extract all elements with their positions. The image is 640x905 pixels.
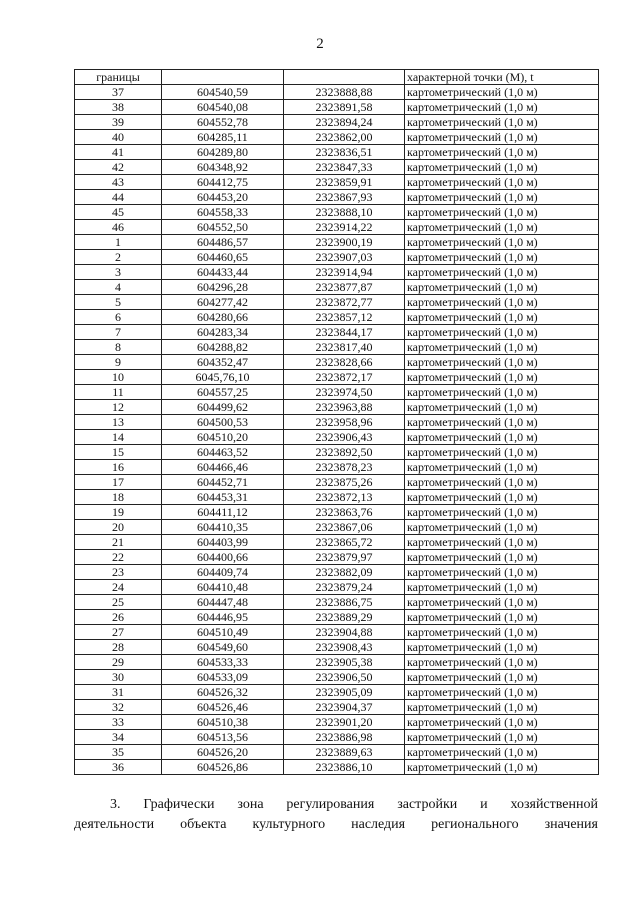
- x-coordinate-cell: 604499,62: [162, 400, 284, 415]
- x-coordinate-cell: 604540,59: [162, 85, 284, 100]
- method-cell: картометрический (1,0 м): [405, 490, 599, 505]
- point-number-cell: 34: [75, 730, 162, 745]
- method-cell: картометрический (1,0 м): [405, 235, 599, 250]
- x-coordinate-cell: 604552,50: [162, 220, 284, 235]
- y-coordinate-cell: 2323828,66: [284, 355, 405, 370]
- table-row: [75, 145, 599, 160]
- method-cell: картометрический (1,0 м): [405, 100, 599, 115]
- table-row: [75, 310, 599, 325]
- table-row: [75, 550, 599, 565]
- y-coordinate-cell: 2323865,72: [284, 535, 405, 550]
- x-coordinate-cell: 604447,48: [162, 595, 284, 610]
- x-coordinate-cell: 604403,99: [162, 535, 284, 550]
- y-coordinate-cell: 2323875,26: [284, 475, 405, 490]
- point-number-cell: 41: [75, 145, 162, 160]
- table-row: [75, 745, 599, 760]
- point-number-cell: 10: [75, 370, 162, 385]
- x-coordinate-cell: 604400,66: [162, 550, 284, 565]
- table-row: [75, 130, 599, 145]
- y-coordinate-cell: 2323862,00: [284, 130, 405, 145]
- point-number-cell: 42: [75, 160, 162, 175]
- x-coordinate-cell: 604557,25: [162, 385, 284, 400]
- method-cell: картометрический (1,0 м): [405, 715, 599, 730]
- y-coordinate-cell: 2323863,76: [284, 505, 405, 520]
- table-row: [75, 700, 599, 715]
- y-coordinate-cell: 2323892,50: [284, 445, 405, 460]
- point-number-cell: 31: [75, 685, 162, 700]
- y-coordinate-cell: 2323888,88: [284, 85, 405, 100]
- method-cell: картометрический (1,0 м): [405, 130, 599, 145]
- table-row: [75, 760, 599, 775]
- method-cell: картометрический (1,0 м): [405, 355, 599, 370]
- table-row: [75, 400, 599, 415]
- y-coordinate-cell: 2323878,23: [284, 460, 405, 475]
- method-cell: картометрический (1,0 м): [405, 85, 599, 100]
- method-cell: картометрический (1,0 м): [405, 520, 599, 535]
- method-cell: картометрический (1,0 м): [405, 670, 599, 685]
- point-number-cell: 4: [75, 280, 162, 295]
- table-row: [75, 115, 599, 130]
- x-coordinate-cell: 604352,47: [162, 355, 284, 370]
- table-row: [75, 505, 599, 520]
- y-coordinate-cell: 2323906,43: [284, 430, 405, 445]
- table-row: [75, 595, 599, 610]
- method-cell: картометрический (1,0 м): [405, 640, 599, 655]
- y-coordinate-cell: 2323886,10: [284, 760, 405, 775]
- table-row: [75, 190, 599, 205]
- method-cell: картометрический (1,0 м): [405, 205, 599, 220]
- y-coordinate-cell: 2323905,09: [284, 685, 405, 700]
- method-cell: картометрический (1,0 м): [405, 745, 599, 760]
- point-number-cell: 46: [75, 220, 162, 235]
- table-row: [75, 85, 599, 100]
- table-row: [75, 325, 599, 340]
- y-coordinate-cell: 2323879,24: [284, 580, 405, 595]
- y-coordinate-cell: 2323889,29: [284, 610, 405, 625]
- x-coordinate-cell: 604549,60: [162, 640, 284, 655]
- table-row: [75, 280, 599, 295]
- table-row: [75, 160, 599, 175]
- y-coordinate-cell: 2323817,40: [284, 340, 405, 355]
- method-cell: картометрический (1,0 м): [405, 685, 599, 700]
- point-number-cell: 14: [75, 430, 162, 445]
- point-number-cell: 45: [75, 205, 162, 220]
- x-coordinate-cell: 604526,46: [162, 700, 284, 715]
- point-number-cell: 11: [75, 385, 162, 400]
- x-coordinate-cell: 604411,12: [162, 505, 284, 520]
- method-cell: картометрический (1,0 м): [405, 430, 599, 445]
- table-header-row: [75, 70, 599, 85]
- table-row: [75, 205, 599, 220]
- method-cell: картометрический (1,0 м): [405, 265, 599, 280]
- point-number-cell: 12: [75, 400, 162, 415]
- y-coordinate-cell: 2323958,96: [284, 415, 405, 430]
- point-number-cell: 39: [75, 115, 162, 130]
- y-coordinate-cell: 2323901,20: [284, 715, 405, 730]
- y-coordinate-cell: 2323894,24: [284, 115, 405, 130]
- y-coordinate-cell: 2323847,33: [284, 160, 405, 175]
- table-row: [75, 445, 599, 460]
- method-cell: картометрический (1,0 м): [405, 700, 599, 715]
- point-number-cell: 18: [75, 490, 162, 505]
- x-coordinate-cell: 604526,20: [162, 745, 284, 760]
- coordinates-table: [74, 69, 599, 775]
- page-number: 2: [316, 36, 324, 52]
- method-cell: картометрический (1,0 м): [405, 580, 599, 595]
- point-number-cell: 25: [75, 595, 162, 610]
- table-row: [75, 100, 599, 115]
- y-coordinate-cell: 2323904,37: [284, 700, 405, 715]
- table-row: [75, 475, 599, 490]
- point-number-cell: 20: [75, 520, 162, 535]
- x-coordinate-cell: 604433,44: [162, 265, 284, 280]
- x-coordinate-cell: 604500,53: [162, 415, 284, 430]
- point-number-cell: 23: [75, 565, 162, 580]
- x-coordinate-cell: 604533,09: [162, 670, 284, 685]
- method-cell: картометрический (1,0 м): [405, 295, 599, 310]
- y-coordinate-cell: 2323888,10: [284, 205, 405, 220]
- method-cell: картометрический (1,0 м): [405, 280, 599, 295]
- x-coordinate-cell: 604486,57: [162, 235, 284, 250]
- point-number-cell: 38: [75, 100, 162, 115]
- x-coordinate-cell: 604466,46: [162, 460, 284, 475]
- header-cell-4: характерной точки (М), t: [405, 70, 599, 85]
- point-number-cell: 3: [75, 265, 162, 280]
- y-coordinate-cell: 2323914,94: [284, 265, 405, 280]
- method-cell: картометрический (1,0 м): [405, 115, 599, 130]
- method-cell: картометрический (1,0 м): [405, 145, 599, 160]
- table-row: [75, 625, 599, 640]
- x-coordinate-cell: 604283,34: [162, 325, 284, 340]
- x-coordinate-cell: 604412,75: [162, 175, 284, 190]
- table-row: [75, 535, 599, 550]
- y-coordinate-cell: 2323906,50: [284, 670, 405, 685]
- table-row: [75, 640, 599, 655]
- x-coordinate-cell: 604410,35: [162, 520, 284, 535]
- table-row: [75, 670, 599, 685]
- point-number-cell: 16: [75, 460, 162, 475]
- x-coordinate-cell: 604552,78: [162, 115, 284, 130]
- table-row: [75, 175, 599, 190]
- point-number-cell: 6: [75, 310, 162, 325]
- table-row: [75, 250, 599, 265]
- method-cell: картометрический (1,0 м): [405, 220, 599, 235]
- table-row: [75, 235, 599, 250]
- point-number-cell: 9: [75, 355, 162, 370]
- y-coordinate-cell: 2323857,12: [284, 310, 405, 325]
- point-number-cell: 29: [75, 655, 162, 670]
- method-cell: картометрический (1,0 м): [405, 370, 599, 385]
- x-coordinate-cell: 604558,33: [162, 205, 284, 220]
- point-number-cell: 26: [75, 610, 162, 625]
- point-number-cell: 2: [75, 250, 162, 265]
- method-cell: картометрический (1,0 м): [405, 550, 599, 565]
- method-cell: картометрический (1,0 м): [405, 535, 599, 550]
- x-coordinate-cell: 604410,48: [162, 580, 284, 595]
- table-row: [75, 415, 599, 430]
- y-coordinate-cell: 2323859,91: [284, 175, 405, 190]
- point-number-cell: 35: [75, 745, 162, 760]
- y-coordinate-cell: 2323872,13: [284, 490, 405, 505]
- y-coordinate-cell: 2323907,03: [284, 250, 405, 265]
- method-cell: картометрический (1,0 м): [405, 730, 599, 745]
- method-cell: картометрический (1,0 м): [405, 625, 599, 640]
- y-coordinate-cell: 2323872,17: [284, 370, 405, 385]
- y-coordinate-cell: 2323974,50: [284, 385, 405, 400]
- y-coordinate-cell: 2323886,98: [284, 730, 405, 745]
- table-row: [75, 610, 599, 625]
- y-coordinate-cell: 2323904,88: [284, 625, 405, 640]
- method-cell: картометрический (1,0 м): [405, 505, 599, 520]
- table-row: [75, 490, 599, 505]
- point-number-cell: 24: [75, 580, 162, 595]
- point-number-cell: 15: [75, 445, 162, 460]
- method-cell: картометрический (1,0 м): [405, 325, 599, 340]
- table-row: [75, 265, 599, 280]
- point-number-cell: 28: [75, 640, 162, 655]
- method-cell: картометрический (1,0 м): [405, 760, 599, 775]
- x-coordinate-cell: 604409,74: [162, 565, 284, 580]
- y-coordinate-cell: 2323879,97: [284, 550, 405, 565]
- table-row: [75, 355, 599, 370]
- table-row: [75, 385, 599, 400]
- point-number-cell: 33: [75, 715, 162, 730]
- y-coordinate-cell: 2323889,63: [284, 745, 405, 760]
- point-number-cell: 36: [75, 760, 162, 775]
- x-coordinate-cell: 604510,20: [162, 430, 284, 445]
- x-coordinate-cell: 604453,31: [162, 490, 284, 505]
- table-row: [75, 580, 599, 595]
- header-cell-3: [284, 70, 405, 85]
- y-coordinate-cell: 2323882,09: [284, 565, 405, 580]
- table-row: [75, 655, 599, 670]
- table-row: [75, 685, 599, 700]
- y-coordinate-cell: 2323872,77: [284, 295, 405, 310]
- point-number-cell: 37: [75, 85, 162, 100]
- point-number-cell: 43: [75, 175, 162, 190]
- y-coordinate-cell: 2323867,06: [284, 520, 405, 535]
- method-cell: картометрический (1,0 м): [405, 460, 599, 475]
- x-coordinate-cell: 604452,71: [162, 475, 284, 490]
- table-row: [75, 715, 599, 730]
- method-cell: картометрический (1,0 м): [405, 160, 599, 175]
- point-number-cell: 21: [75, 535, 162, 550]
- y-coordinate-cell: 2323867,93: [284, 190, 405, 205]
- x-coordinate-cell: 604280,66: [162, 310, 284, 325]
- point-number-cell: 22: [75, 550, 162, 565]
- point-number-cell: 30: [75, 670, 162, 685]
- x-coordinate-cell: 604446,95: [162, 610, 284, 625]
- point-number-cell: 8: [75, 340, 162, 355]
- table-row: [75, 520, 599, 535]
- point-number-cell: 7: [75, 325, 162, 340]
- method-cell: картометрический (1,0 м): [405, 475, 599, 490]
- x-coordinate-cell: 604513,56: [162, 730, 284, 745]
- x-coordinate-cell: 604510,38: [162, 715, 284, 730]
- table-row: [75, 460, 599, 475]
- paragraph-line-2: деятельности объекта культурного наследия регионального значения: [74, 817, 598, 832]
- table-row: [75, 340, 599, 355]
- x-coordinate-cell: 604526,86: [162, 760, 284, 775]
- method-cell: картометрический (1,0 м): [405, 610, 599, 625]
- paragraph-line-1: 3. Графически зона регулирования застройки и хозяйственной: [110, 797, 598, 812]
- point-number-cell: 44: [75, 190, 162, 205]
- point-number-cell: 1: [75, 235, 162, 250]
- header-cell-1: границы: [75, 70, 162, 85]
- table-row: [75, 370, 599, 385]
- table-row: [75, 565, 599, 580]
- header-cell-2: [162, 70, 284, 85]
- x-coordinate-cell: 604453,20: [162, 190, 284, 205]
- y-coordinate-cell: 2323886,75: [284, 595, 405, 610]
- x-coordinate-cell: 604510,49: [162, 625, 284, 640]
- x-coordinate-cell: 604463,52: [162, 445, 284, 460]
- point-number-cell: 17: [75, 475, 162, 490]
- table-row: [75, 220, 599, 235]
- x-coordinate-cell: 604348,92: [162, 160, 284, 175]
- method-cell: картометрический (1,0 м): [405, 340, 599, 355]
- y-coordinate-cell: 2323844,17: [284, 325, 405, 340]
- point-number-cell: 27: [75, 625, 162, 640]
- table-row: [75, 730, 599, 745]
- x-coordinate-cell: 604526,32: [162, 685, 284, 700]
- y-coordinate-cell: 2323891,58: [284, 100, 405, 115]
- x-coordinate-cell: 604277,42: [162, 295, 284, 310]
- point-number-cell: 19: [75, 505, 162, 520]
- x-coordinate-cell: 6045,76,10: [162, 370, 284, 385]
- x-coordinate-cell: 604296,28: [162, 280, 284, 295]
- point-number-cell: 32: [75, 700, 162, 715]
- y-coordinate-cell: 2323836,51: [284, 145, 405, 160]
- x-coordinate-cell: 604289,80: [162, 145, 284, 160]
- method-cell: картометрический (1,0 м): [405, 415, 599, 430]
- y-coordinate-cell: 2323877,87: [284, 280, 405, 295]
- method-cell: картометрический (1,0 м): [405, 445, 599, 460]
- y-coordinate-cell: 2323905,38: [284, 655, 405, 670]
- method-cell: картометрический (1,0 м): [405, 310, 599, 325]
- method-cell: картометрический (1,0 м): [405, 385, 599, 400]
- table-row: [75, 430, 599, 445]
- x-coordinate-cell: 604540,08: [162, 100, 284, 115]
- y-coordinate-cell: 2323900,19: [284, 235, 405, 250]
- point-number-cell: 40: [75, 130, 162, 145]
- x-coordinate-cell: 604460,65: [162, 250, 284, 265]
- x-coordinate-cell: 604288,82: [162, 340, 284, 355]
- method-cell: картометрический (1,0 м): [405, 565, 599, 580]
- method-cell: картометрический (1,0 м): [405, 655, 599, 670]
- method-cell: картометрический (1,0 м): [405, 400, 599, 415]
- y-coordinate-cell: 2323908,43: [284, 640, 405, 655]
- method-cell: картометрический (1,0 м): [405, 250, 599, 265]
- y-coordinate-cell: 2323914,22: [284, 220, 405, 235]
- method-cell: картометрический (1,0 м): [405, 190, 599, 205]
- point-number-cell: 5: [75, 295, 162, 310]
- table-row: [75, 295, 599, 310]
- method-cell: картометрический (1,0 м): [405, 595, 599, 610]
- method-cell: картометрический (1,0 м): [405, 175, 599, 190]
- x-coordinate-cell: 604533,33: [162, 655, 284, 670]
- y-coordinate-cell: 2323963,88: [284, 400, 405, 415]
- point-number-cell: 13: [75, 415, 162, 430]
- x-coordinate-cell: 604285,11: [162, 130, 284, 145]
